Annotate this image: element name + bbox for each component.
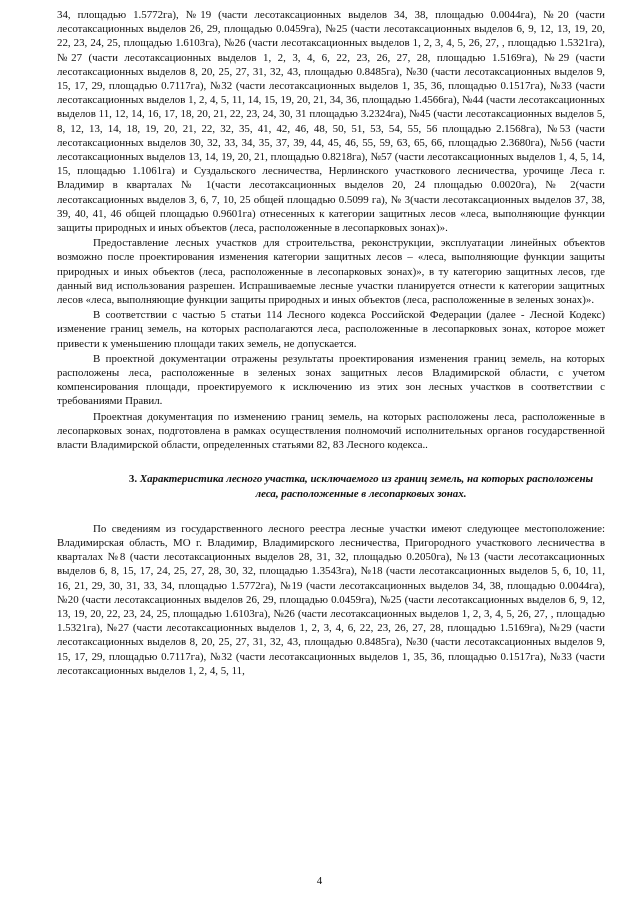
paragraph-forest-code: В соответствии с частью 5 статьи 114 Лесного кодекса Российской Федерации (далее - Лесной Кодекс) изменение границ земель, на которых располагаются леса, расположенные в лесопарковых зонах, которое может привести к уменьшению площади таких земель, не допускается. <box>57 309 605 350</box>
paragraph-continued: 34, площадью 1.5772га), №19 (части лесотаксационных выделов 34, 38, площадью 0.0044га), №20 (части лесотаксационных выделов 26, 29, площадью 0.0459га), №25 (части лесотаксационных выделов 6, 9, 12, 13, 19, 20, 22, 23, 24, 25, площадью 1.6103га), №26 (части лесотаксационных выделов 1, 2, 3, 4, 5, 26, 27, , площадью 1.5321га), №27 (части лесотаксационных выделов 1, 2, 3, 4, 6, 22, 23, 26, 27, 28, площадью 1.5169га), №29 (части лесотаксационных выделов 8, 20, 25, 27, 31, 32, 43, площадью 0.8485га), №30 (части лесотаксационных выделов 9, 15, 17, 29, площадью 0.7117га), №32 (части лесотаксационных выделов 1, 35, 36, площадью 0.1517га), №33 (части лесотаксационных выделов 1, 2, 4, 5, 11, 14, 15, 19, 20, 21, 34, 36, площадью 1.4566га), №44 (части лесотаксационных выделов 11, 12, 14, 16, 17, 18, 20, 21, 22, 23, 24, 30, 31 площадью 3.2324га), №45 (части лесотаксационных выделов 5, 8, 12, 13, 14, 18, 19, 20, 21, 22, 32, 35, 41, 42, 46, 48, 50, 51, 53, 54, 55, 56 площадью 2.1568га), №53 (части лесотаксационных выделов 30, 32, 33, 34, 35, 37, 39, 44, 45, 46, 55, 59, 63, 65, 66, площадью 2.3680га), №56 (части лесотаксационных выделов 13, 14, 19, 20, 21, площадью 0.8218га), №57 (части лесотаксационных выделов 1, 4, 5, 14, 15, площадью 1.1061га) и Суздальского лесничества, Нерлинского участкового лесничества, урочище Леса г. Владимир в кварталах № 1(части лесотаксационных выделов 20, 24 площадью 0.0020га), № 2(части лесотаксационных выделов 3, 6, 7, 10, 25 общей площадью 0.5099 га), № 3(части лесотаксационных выделов 37, 38, 39, 40, 41, 46 общей площадью 0.9601га) отнесенных к категории защитных лесов «леса, выполняющие функции защиты природных и иных объектов (леса, расположенные в лесопарковых зонах)». <box>57 9 605 235</box>
section-title: Характеристика лесного участка, исключаемого из границ земель, на которых расположены леса, расположенные в лесопарковых зонах. <box>139 473 594 500</box>
section-heading <box>57 472 605 500</box>
paragraph-project-results: В проектной документации отражены результаты проектирования изменения границ земель, на которых расположены леса, расположенные в зеленых зонах защитных лесов Владимирской области, с учетом компенсирования площади, проектируемого к исключению из этих зон лесных участков в соответствии с требованиями Правил. <box>57 352 605 408</box>
paragraph-project-authority: Проектная документация по изменению границ земель, на которых расположены леса, расположенные в лесопарковых зонах, подготовлена в рамках осуществления полномочий исполнительных органов государственной власти Владимирской области, определенных статьями 82, 83 Лесного кодекса.. <box>57 410 605 452</box>
page-number: 4 <box>316 875 323 887</box>
paragraph-location: По сведениям из государственного лесного реестра лесные участки имеют следующее местоположение: Владимирская область, МО г. Владимир, Владимирского лесничества, Пригородного участкового лесничества в кварталах №8 (части лесотаксационных выделов 28, 31, 32, площадью 0.2050га), №13 (части лесотаксационных выделов 6, 8, 15, 17, 24, 25, 27, 28, 30, 32, площадью 1.3543га), №18 (части лесотаксационных выделов 5, 6, 10, 11, 16, 21, 29, 30, 31, 33, 34, площадью 1.5772га), №19 (части лесотаксационных выделов 34, 38, площадью 0.0044га), №20 (части лесотаксационных выделов 26, 29, площадью 0.0459га), №25 (части лесотаксационных выделов 6, 9, 12, 13, 19, 20, 22, 23, 24, 25, площадью 1.6103га), №26 (части лесотаксационных выделов 1, 2, 3, 4, 5, 26, 27, , площадью 1.5321га), №27 (части лесотаксационных выделов 1, 2, 3, 4, 6, 22, 23, 26, 27, 28, площадью 1.5169га), №29 (части лесотаксационных выделов 8, 20, 25, 27, 31, 32, 43, площадью 0.8485га), №30 (части лесотаксационных выделов 9, 15, 17, 29, площадью 0.7117га), №32 (части лесотаксационных выделов 1, 35, 36, площадью 0.1517га), №33 (части лесотаксационных выделов 1, 2, 4, 5, 11, <box>57 522 605 677</box>
paragraph-provision: Предоставление лесных участков для строительства, реконструкции, эксплуатации линейных объектов возможно после проектирования изменения категории защитных лесов – «леса, выполняющие функции защиты природных и иных объектов (леса, расположенные в лесопарковых зонах)», в ту категорию защитных лесов, где данный вид использования разрешен. Испрашиваемые лесные участки планируется отнести к категории защитных лесов «леса, выполняющие функции защиты природных и иных объектов (леса, расположенные в зеленых зонах)». <box>57 237 605 307</box>
section-number: 3. <box>128 473 138 486</box>
